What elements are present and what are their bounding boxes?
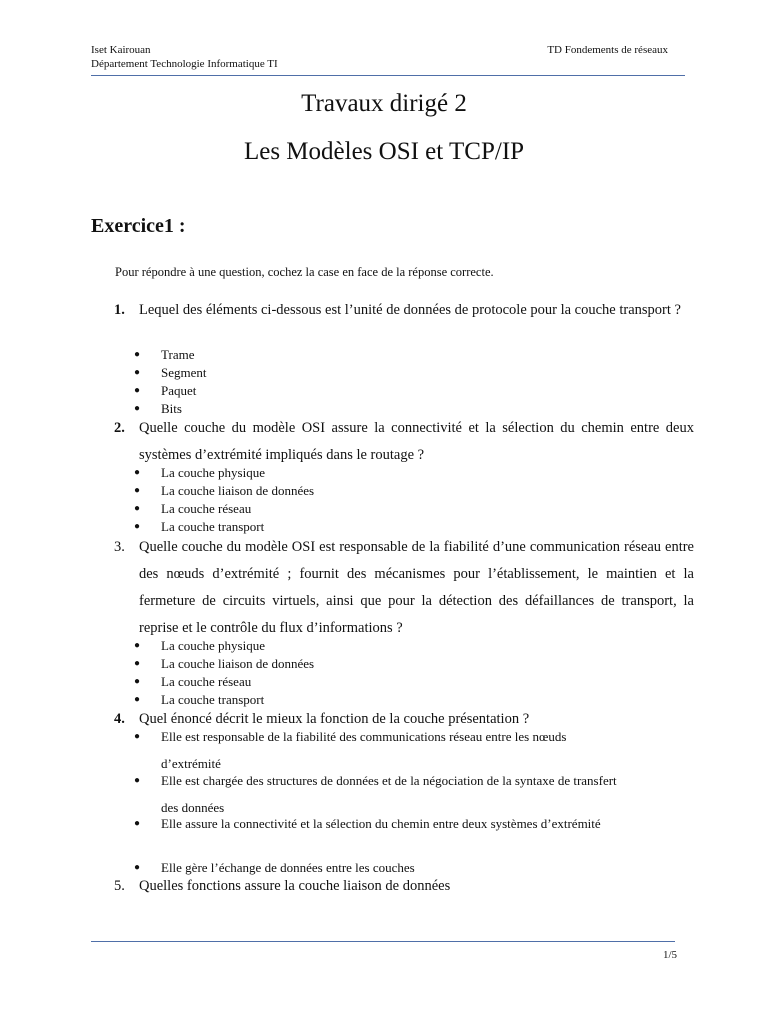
- exercise-heading: Exercice1 :: [91, 215, 186, 237]
- header-divider: [91, 75, 685, 76]
- bullet-icon: ●: [134, 658, 141, 669]
- bullet-icon: ●: [134, 349, 141, 360]
- option-item[interactable]: [134, 637, 664, 655]
- option-label: La couche physique: [161, 465, 265, 480]
- option-label: Elle gère l’échange de données entre les couches: [161, 860, 415, 875]
- option-label: Elle est chargée des structures de données et de la négociation de la syntaxe de transfert des données: [161, 773, 617, 815]
- bullet-icon: ●: [134, 862, 141, 873]
- question-text: Lequel des éléments ci-dessous est l’unité de données de protocole pour la couche transport ?: [139, 302, 681, 318]
- option-label: Segment: [161, 365, 207, 380]
- option-item[interactable]: [134, 810, 629, 837]
- bullet-icon: ●: [134, 640, 141, 651]
- question-5: [114, 873, 694, 900]
- option-label: La couche liaison de données: [161, 483, 315, 498]
- option-label: Elle assure la connectivité et la sélection du chemin entre deux systèmes d’extrémité: [161, 816, 601, 831]
- option-label: Paquet: [161, 383, 197, 398]
- question-text: Quelle couche du modèle OSI est responsable de la fiabilité d’une communication réseau entre des nœuds d’extrémité ; fournit des mécanismes pour l’établissement, le maintien et la fermeture de circuits virtuels, ainsi que pour la détection des défaillances de transport, la reprise et le contrôle du flux d’informations ?: [139, 539, 694, 636]
- footer-divider: [91, 941, 675, 942]
- question-number: 3.: [114, 539, 125, 555]
- bullet-icon: ●: [134, 367, 141, 378]
- bullet-icon: ●: [134, 818, 141, 829]
- option-label: La couche transport: [161, 519, 265, 534]
- bullet-icon: ●: [134, 676, 141, 687]
- question-3: [114, 534, 694, 642]
- page-subtitle: Les Modèles OSI et TCP/IP: [243, 138, 525, 165]
- option-item[interactable]: [134, 464, 664, 482]
- option-item[interactable]: [134, 655, 664, 673]
- option-label: Trame: [161, 347, 195, 362]
- bullet-icon: ●: [134, 775, 141, 786]
- option-item[interactable]: [134, 482, 664, 500]
- page-number: 1/5: [662, 949, 677, 961]
- bullet-icon: ●: [134, 521, 141, 532]
- bullet-icon: ●: [134, 467, 141, 478]
- bullet-icon: ●: [134, 503, 141, 514]
- option-label: La couche transport: [161, 692, 265, 707]
- header-left: [91, 43, 278, 71]
- option-label: La couche liaison de données: [161, 656, 315, 671]
- option-item[interactable]: [134, 364, 664, 382]
- option-item[interactable]: [134, 673, 664, 691]
- header-institution: Iset Kairouan: [91, 44, 151, 56]
- exercise-instructions: Pour répondre à une question, cochez la case en face de la réponse correcte.: [115, 265, 494, 279]
- question-1: [114, 297, 694, 324]
- option-label: La couche physique: [161, 638, 265, 653]
- question-number: 1.: [114, 302, 125, 318]
- bullet-icon: ●: [134, 403, 141, 414]
- question-number: 2.: [114, 420, 125, 436]
- bullet-icon: ●: [134, 694, 141, 705]
- bullet-icon: ●: [134, 731, 141, 742]
- option-label: Elle est responsable de la fiabilité des communications réseau entre les nœuds d’extrémité: [161, 729, 567, 771]
- bullet-icon: ●: [134, 385, 141, 396]
- option-label: La couche réseau: [161, 674, 252, 689]
- header-department: Département Technologie Informatique TI: [91, 58, 278, 70]
- page-title: Travaux dirigé 2: [301, 90, 467, 117]
- option-label: Bits: [161, 401, 182, 416]
- option-label: La couche réseau: [161, 501, 252, 516]
- question-text: Quelle couche du modèle OSI assure la connectivité et la sélection du chemin entre deux systèmes d’extrémité impliqués dans le routage ?: [139, 420, 694, 463]
- option-item[interactable]: [134, 500, 664, 518]
- question-2: [114, 415, 694, 469]
- question-text: Quel énoncé décrit le mieux la fonction de la couche présentation ?: [139, 711, 530, 727]
- bullet-icon: ●: [134, 485, 141, 496]
- option-item[interactable]: [134, 346, 664, 364]
- option-item[interactable]: [134, 382, 664, 400]
- question-number: 4.: [114, 711, 125, 727]
- question-number: 5.: [114, 878, 125, 894]
- header-course: TD Fondements de réseaux: [547, 44, 668, 56]
- question-text: Quelles fonctions assure la couche liaison de données: [139, 878, 451, 894]
